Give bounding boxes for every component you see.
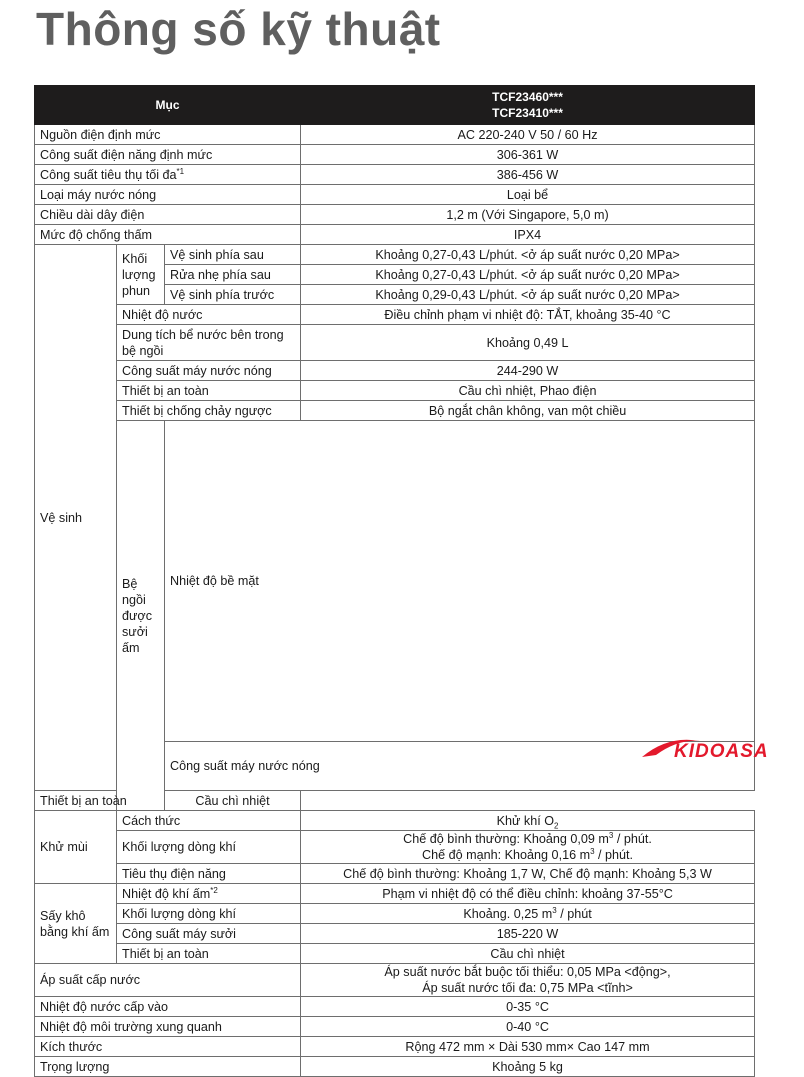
table-row [35, 904, 755, 924]
row-label: Mức độ chống thấm [35, 225, 301, 245]
row-value-line: Áp suất nước bắt buộc tối thiểu: 0,05 MPa <động>, [384, 965, 671, 979]
row-label: Cách thức [117, 811, 301, 831]
row-label: Trọng lượng [35, 1057, 301, 1077]
table-row [35, 1037, 755, 1057]
row-value-text: / phút. [613, 832, 652, 846]
table-row [35, 924, 755, 944]
row-label: Thiết bị chống chảy ngược [117, 401, 301, 421]
table-row [35, 1057, 755, 1077]
superscript: 3 [608, 830, 614, 840]
table-row [35, 944, 755, 964]
table-row [35, 831, 755, 864]
table-header-row [35, 86, 755, 125]
row-value [301, 811, 755, 831]
row-value: 244-290 W [301, 361, 755, 381]
row-label: Vệ sinh phía sau [165, 245, 301, 265]
header-model-1: TCF23460*** [492, 90, 563, 104]
row-label: Áp suất cấp nước [35, 964, 301, 997]
row-value: Loại bể [301, 185, 755, 205]
table-row [35, 225, 755, 245]
group-label-air-dryer: Sấy khô bằng khí ấm [35, 884, 117, 964]
row-value [301, 831, 755, 864]
row-value-text: Khoảng. 0,25 m [463, 906, 553, 921]
superscript: 3 [590, 846, 595, 856]
row-label: Vệ sinh phía trước [165, 285, 301, 305]
row-label: Công suất máy sưởi [117, 924, 301, 944]
row-label: Rửa nhẹ phía sau [165, 265, 301, 285]
group-label-heated-seat: Bệ ngồi được sưởi ấm [117, 421, 165, 811]
table-row [35, 165, 755, 185]
row-label: Nhiệt độ nước [117, 305, 301, 325]
table-row [35, 964, 755, 997]
header-item: Mục [35, 86, 301, 125]
table-row [35, 997, 755, 1017]
row-value: 185-220 W [301, 924, 755, 944]
row-label: Loại máy nước nóng [35, 185, 301, 205]
superscript: 3 [552, 905, 557, 915]
table-row [35, 1017, 755, 1037]
logo-wordmark: KIDOASA [674, 741, 769, 762]
row-label: Thiết bị an toàn [117, 944, 301, 964]
row-value-line: Áp suất nước tối đa: 0,75 MPa <tĩnh> [422, 981, 633, 995]
row-label: Dung tích bể nước bên trong bệ ngồi [117, 325, 301, 361]
subgroup-label-spray: Khối lượng phun [117, 245, 165, 305]
row-value-text: / phút. [594, 848, 634, 862]
row-value-line [306, 847, 749, 863]
row-value: Khoảng 0,29-0,43 L/phút. <ở áp suất nước 0,20 MPa> [301, 285, 755, 305]
row-label: Tiêu thụ điện năng [117, 864, 301, 884]
row-value: Cầu chì nhiệt [165, 791, 301, 811]
row-value-text: Chế độ bình thường: Khoảng 0,09 m [403, 832, 609, 846]
table-row [35, 325, 755, 361]
header-model-2: TCF23410*** [492, 106, 563, 120]
table-row [35, 125, 755, 145]
row-label: Công suất điện năng định mức [35, 145, 301, 165]
row-label: Công suất máy nước nóng [117, 361, 301, 381]
row-label-text: Công suất tiêu thụ tối đa [40, 167, 177, 182]
row-value: 306-361 W [301, 145, 755, 165]
row-label: Nhiệt độ bề mặt [165, 421, 755, 742]
row-value: Bộ ngắt chân không, van một chiều [301, 401, 755, 421]
row-value: Phạm vi nhiệt độ có thể điều chỉnh: khoảng 37-55°C [301, 884, 755, 904]
row-value-line [306, 831, 749, 847]
row-label: Nhiệt độ nước cấp vào [35, 997, 301, 1017]
table-row [35, 361, 755, 381]
row-label: Khối lượng dòng khí [117, 904, 301, 924]
row-value: 386-456 W [301, 165, 755, 185]
row-label: Nguồn điện định mức [35, 125, 301, 145]
row-label-text: Nhiệt độ khí ấm [122, 886, 211, 901]
row-value [301, 904, 755, 924]
page-title: Thông số kỹ thuật [36, 3, 441, 55]
row-value-text: Chế độ mạnh: Khoảng 0,16 m [422, 848, 591, 862]
row-value: Cầu chì nhiệt [301, 944, 755, 964]
kidoasa-logo [638, 733, 798, 765]
row-value-text: / phút [556, 906, 592, 921]
subscript: 2 [554, 821, 559, 831]
row-label: Thiết bị an toàn [117, 381, 301, 401]
row-value: IPX4 [301, 225, 755, 245]
header-models [301, 86, 755, 125]
row-value: Khoảng 0,27-0,43 L/phút. <ở áp suất nước 0,20 MPa> [301, 265, 755, 285]
row-value: Khoảng 0,49 L [301, 325, 755, 361]
group-label-deodorizer: Khử mùi [35, 811, 117, 884]
row-label [117, 884, 301, 904]
row-value: Rộng 472 mm × Dài 530 mm× Cao 147 mm [301, 1037, 755, 1057]
row-label: Chiều dài dây điện [35, 205, 301, 225]
row-value: 0-35 °C [301, 997, 755, 1017]
table-row [35, 864, 755, 884]
table-row [35, 381, 755, 401]
table-row [35, 811, 755, 831]
table-row [35, 305, 755, 325]
row-value [301, 964, 755, 997]
row-label: Kích thước [35, 1037, 301, 1057]
row-value: Khoảng 5 kg [301, 1057, 755, 1077]
table-row [35, 145, 755, 165]
row-label [35, 165, 301, 185]
row-value: 0-40 °C [301, 1017, 755, 1037]
row-label: Công suất máy nước nóng [165, 742, 755, 791]
row-label: Thiết bị an toàn [35, 791, 165, 811]
table-row [35, 245, 755, 265]
footnote-marker: *2 [210, 885, 218, 895]
row-value: 1,2 m (Với Singapore, 5,0 m) [301, 205, 755, 225]
table-row [35, 185, 755, 205]
group-label-cleaning: Vệ sinh [35, 245, 117, 791]
row-value: Điều chỉnh phạm vi nhiệt độ: TẮT, khoảng 35-40 °C [301, 305, 755, 325]
row-value: AC 220-240 V 50 / 60 Hz [301, 125, 755, 145]
row-value: Chế độ bình thường: Khoảng 1,7 W, Chế độ mạnh: Khoảng 5,3 W [301, 864, 755, 884]
row-value-text: Khử khí O [496, 813, 555, 828]
spec-table [34, 85, 755, 1077]
row-label: Nhiệt độ môi trường xung quanh [35, 1017, 301, 1037]
row-value: Cầu chì nhiệt, Phao điện [301, 381, 755, 401]
table-row [35, 884, 755, 904]
table-row [35, 401, 755, 421]
row-label: Khối lượng dòng khí [117, 831, 301, 864]
table-row [35, 421, 755, 742]
footnote-marker: *1 [176, 166, 185, 176]
table-row [35, 205, 755, 225]
table-row [35, 791, 755, 811]
row-value: Khoảng 0,27-0,43 L/phút. <ở áp suất nước 0,20 MPa> [301, 245, 755, 265]
